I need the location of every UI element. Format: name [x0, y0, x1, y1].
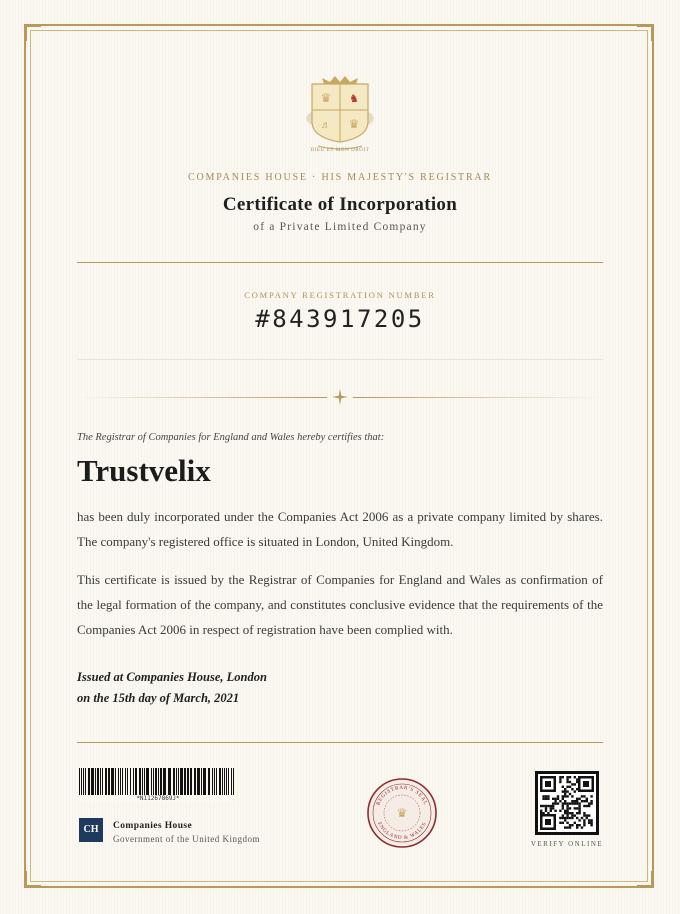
- svg-text:♛: ♛: [320, 91, 332, 105]
- qr-module: [559, 781, 561, 783]
- barcode-bar: [163, 768, 166, 798]
- qr-module: [564, 817, 566, 819]
- qr-module: [562, 814, 564, 816]
- qr-module: [583, 812, 585, 814]
- qr-module: [581, 795, 583, 797]
- barcode-bar: [208, 768, 210, 798]
- barcode-bar: [81, 768, 82, 798]
- qr-module: [569, 786, 571, 788]
- qr-module: [571, 788, 573, 790]
- barcode-bar: [184, 768, 186, 798]
- certificate-title: Certificate of Incorporation: [222, 194, 458, 215]
- barcode-bar: [142, 768, 143, 798]
- barcode-bar: [95, 768, 96, 798]
- qr-module: [578, 810, 580, 812]
- qr-module: [583, 805, 585, 807]
- barcode-bar: [219, 768, 221, 798]
- qr-module: [557, 798, 559, 800]
- qr-module: [590, 795, 592, 797]
- svg-text:ENGLAND & WALES: ENGLAND & WALES: [376, 821, 428, 842]
- barcode-text: *N11267869J*: [79, 795, 237, 802]
- qr-module: [559, 817, 561, 819]
- barcode-bar: [88, 768, 90, 798]
- qr-module: [559, 822, 561, 824]
- qr-module: [566, 786, 568, 788]
- qr-module: [590, 822, 592, 824]
- qr-module: [547, 812, 549, 814]
- qr-module: [566, 814, 568, 816]
- qr-module: [550, 805, 552, 807]
- qr-module: [581, 817, 583, 819]
- qr-module: [569, 817, 571, 819]
- ornament-line-right: [353, 397, 603, 398]
- qr-module: [564, 819, 566, 821]
- barcode-bar: [158, 768, 159, 798]
- qr-module: [576, 807, 578, 809]
- barcode-bar: [176, 768, 177, 798]
- qr-module: [552, 805, 554, 807]
- qr-module: [545, 805, 547, 807]
- qr-module: [569, 802, 571, 804]
- divider: [77, 742, 603, 743]
- qr-module: [571, 800, 573, 802]
- qr-module: [586, 798, 588, 800]
- corner-ornament: [637, 24, 654, 41]
- qr-module: [574, 783, 576, 785]
- qr-module: [588, 814, 590, 816]
- barcode-bar: [173, 768, 175, 798]
- qr-module: [566, 790, 568, 792]
- org-name: Companies House: [113, 821, 193, 831]
- qr-module: [588, 819, 590, 821]
- qr-module: [554, 810, 556, 812]
- qr-module: [590, 802, 592, 804]
- qr-module: [557, 795, 559, 797]
- svg-text:♛: ♛: [396, 806, 408, 820]
- barcode-bar: [222, 768, 223, 798]
- qr-module: [590, 819, 592, 821]
- barcode-bar: [151, 768, 152, 798]
- barcode-bar: [216, 768, 217, 798]
- barcode-bar: [194, 768, 196, 798]
- confirmation-paragraph: This certificate is issued by the Registrar of Companies for England and Wales as confirmation of the legal formation of the company, and constitutes conclusive evidence that the requirements of the Companies Act 2006 in respect of registration have been complied with.: [77, 572, 603, 637]
- barcode-bar: [127, 768, 128, 798]
- incorporation-paragraph: has been duly incorporated under the Companies Act 2006 as a private company limited by shares. The company's registered office is situated in London, United Kingdom.: [77, 509, 603, 549]
- qr-module: [569, 826, 571, 828]
- qr-module: [564, 795, 566, 797]
- qr-module: [559, 778, 561, 780]
- qr-module: [566, 817, 568, 819]
- qr-module: [581, 826, 583, 828]
- registration-label: COMPANY REGISTRATION NUMBER: [244, 290, 436, 300]
- qr-module: [588, 822, 590, 824]
- qr-module: [571, 783, 573, 785]
- qr-module: [542, 795, 544, 797]
- svg-text:REGISTRAR'S SEAL: REGISTRAR'S SEAL: [375, 784, 429, 807]
- barcode-bar: [111, 768, 114, 798]
- qr-module: [586, 814, 588, 816]
- barcode-bar: [212, 768, 213, 798]
- qr-module: [578, 802, 580, 804]
- qr-module: [566, 776, 568, 778]
- barcode-bar: [108, 768, 110, 798]
- qr-module: [547, 805, 549, 807]
- qr-module: [566, 778, 568, 780]
- qr-module: [540, 810, 542, 812]
- qr-module: [578, 819, 580, 821]
- qr-finder-center: [545, 781, 551, 787]
- qr-module: [583, 819, 585, 821]
- barcode-bar: [135, 768, 137, 798]
- barcode-bar: [125, 768, 126, 798]
- qr-module: [583, 814, 585, 816]
- barcode-bar: [100, 768, 101, 798]
- qr-module: [586, 817, 588, 819]
- barcode-bar: [115, 768, 116, 798]
- qr-module: [566, 822, 568, 824]
- qr-module: [574, 802, 576, 804]
- qr-module: [562, 790, 564, 792]
- barcode-bar: [91, 768, 94, 798]
- qr-module: [578, 805, 580, 807]
- qr-module: [562, 805, 564, 807]
- qr-module: [590, 824, 592, 826]
- qr-module: [545, 798, 547, 800]
- barcode-bar: [168, 768, 171, 798]
- qr-module: [547, 795, 549, 797]
- qr-module: [578, 807, 580, 809]
- qr-module: [566, 826, 568, 828]
- qr-module: [545, 810, 547, 812]
- barcode-bar: [105, 768, 107, 798]
- qr-module: [583, 822, 585, 824]
- qr-module: [554, 800, 556, 802]
- qr-module: [545, 807, 547, 809]
- qr-module: [574, 814, 576, 816]
- qr-module: [569, 793, 571, 795]
- barcode-bar: [226, 768, 227, 798]
- corner-ornament: [637, 871, 654, 888]
- qr-module: [576, 778, 578, 780]
- qr-module: [542, 812, 544, 814]
- qr-module: [564, 790, 566, 792]
- qr-module: [571, 814, 573, 816]
- qr-module: [564, 788, 566, 790]
- qr-module: [564, 826, 566, 828]
- qr-module: [562, 822, 564, 824]
- qr-module: [574, 776, 576, 778]
- star-ornament-icon: [331, 388, 349, 406]
- qr-module: [578, 798, 580, 800]
- barcode-bar: [233, 768, 234, 798]
- barcode-bar: [231, 768, 232, 798]
- qr-module: [571, 812, 573, 814]
- barcode-bar: [187, 768, 189, 798]
- qr-module: [578, 824, 580, 826]
- barcode-bar: [118, 768, 119, 798]
- qr-module: [578, 812, 580, 814]
- qr-module: [569, 824, 571, 826]
- barcode-bar: [97, 768, 99, 798]
- barcode-bar: [144, 768, 145, 798]
- qr-module: [562, 807, 564, 809]
- qr-module: [571, 824, 573, 826]
- barcode-bar: [79, 768, 80, 798]
- qr-module: [550, 807, 552, 809]
- qr-module: [559, 800, 561, 802]
- qr-module: [552, 798, 554, 800]
- issued-date: on the 15th day of March, 2021: [77, 691, 240, 705]
- qr-module: [569, 776, 571, 778]
- barcode-bar: [155, 768, 157, 798]
- divider: [77, 359, 603, 360]
- qr-module: [562, 817, 564, 819]
- barcode-bar: [180, 768, 183, 798]
- barcode-bar: [197, 768, 200, 798]
- barcode-bar: [214, 768, 215, 798]
- barcode-bar: [130, 768, 131, 798]
- qr-module: [566, 802, 568, 804]
- qr-module: [574, 807, 576, 809]
- qr-module: [583, 795, 585, 797]
- qr-module: [576, 800, 578, 802]
- barcode-bar: [133, 768, 134, 798]
- qr-module: [564, 800, 566, 802]
- qr-module: [564, 810, 566, 812]
- barcode-bar: [102, 768, 103, 798]
- qr-module: [566, 812, 568, 814]
- qr-module: [562, 802, 564, 804]
- qr-module: [545, 795, 547, 797]
- corner-ornament: [24, 871, 41, 888]
- certifies-statement: The Registrar of Companies for England and Wales hereby certifies that:: [77, 432, 385, 443]
- ornament-line-left: [77, 397, 327, 398]
- qr-module: [566, 805, 568, 807]
- qr-module: [559, 776, 561, 778]
- issued-place: Issued at Companies House, London: [77, 670, 267, 684]
- royal-crest-icon: [304, 72, 376, 158]
- registration-number: #843917205: [255, 305, 425, 333]
- barcode-bar: [228, 768, 229, 798]
- barcode-bar: [178, 768, 179, 798]
- qr-module: [557, 802, 559, 804]
- qr-module: [581, 800, 583, 802]
- qr-module: [574, 800, 576, 802]
- qr-module: [571, 817, 573, 819]
- qr-module: [569, 807, 571, 809]
- verification-qr-code[interactable]: [535, 771, 599, 835]
- qr-module: [583, 824, 585, 826]
- barcode-bar: [160, 768, 162, 798]
- qr-module: [586, 800, 588, 802]
- barcode-bar: [120, 768, 121, 798]
- barcode-bar: [203, 768, 206, 798]
- qr-module: [566, 807, 568, 809]
- qr-module: [562, 798, 564, 800]
- qr-module: [576, 802, 578, 804]
- qr-module: [574, 790, 576, 792]
- qr-module: [576, 812, 578, 814]
- barcode-bar: [153, 768, 154, 798]
- qr-module: [569, 812, 571, 814]
- qr-module: [552, 802, 554, 804]
- qr-module: [590, 800, 592, 802]
- divider: [77, 262, 603, 263]
- org-government: Government of the United Kingdom: [113, 834, 260, 844]
- barcode-bar: [139, 768, 141, 798]
- qr-module: [554, 802, 556, 804]
- barcode-bar: [122, 768, 123, 798]
- qr-module: [564, 802, 566, 804]
- qr-module: [576, 781, 578, 783]
- qr-module: [576, 817, 578, 819]
- qr-module: [552, 807, 554, 809]
- qr-module: [583, 800, 585, 802]
- barcode-bar: [224, 768, 225, 798]
- qr-module: [566, 795, 568, 797]
- companies-house-logo: CH: [79, 818, 103, 842]
- barcode-bar: [190, 768, 192, 798]
- qr-module: [571, 802, 573, 804]
- qr-module: [588, 802, 590, 804]
- company-name: Trustvelix: [77, 453, 211, 488]
- certificate-subtitle: of a Private Limited Company: [253, 221, 427, 233]
- registrar-line: COMPANIES HOUSE · HIS MAJESTY'S REGISTRAR: [188, 172, 492, 183]
- qr-module: [571, 795, 573, 797]
- svg-text:♬: ♬: [321, 120, 331, 131]
- registrar-seal-icon: [366, 777, 438, 849]
- qr-module: [576, 824, 578, 826]
- qr-module: [564, 793, 566, 795]
- qr-module: [574, 822, 576, 824]
- qr-module: [586, 805, 588, 807]
- barcode-bar: [85, 768, 86, 798]
- qr-module: [559, 810, 561, 812]
- qr-module: [569, 781, 571, 783]
- qr-module: [566, 810, 568, 812]
- qr-module: [547, 798, 549, 800]
- svg-text:♞: ♞: [349, 93, 359, 105]
- qr-module: [542, 805, 544, 807]
- qr-module: [540, 812, 542, 814]
- qr-module: [576, 798, 578, 800]
- barcode-bar: [201, 768, 202, 798]
- qr-module: [554, 798, 556, 800]
- qr-module: [550, 810, 552, 812]
- qr-module: [576, 788, 578, 790]
- qr-module: [542, 798, 544, 800]
- qr-module: [564, 812, 566, 814]
- corner-ornament: [24, 24, 41, 41]
- qr-module: [562, 776, 564, 778]
- verify-online-label: VERIFY ONLINE: [530, 840, 604, 848]
- qr-finder-center: [583, 781, 589, 787]
- svg-text:♛: ♛: [348, 117, 360, 131]
- qr-module: [562, 786, 564, 788]
- qr-module: [576, 826, 578, 828]
- qr-module: [540, 805, 542, 807]
- barcode-bar: [146, 768, 149, 798]
- qr-finder-center: [545, 819, 551, 825]
- barcode-bar: [83, 768, 84, 798]
- crest-motto: DIEU ET MON DROIT: [310, 148, 370, 153]
- qr-module: [566, 781, 568, 783]
- qr-module: [562, 795, 564, 797]
- qr-module: [588, 805, 590, 807]
